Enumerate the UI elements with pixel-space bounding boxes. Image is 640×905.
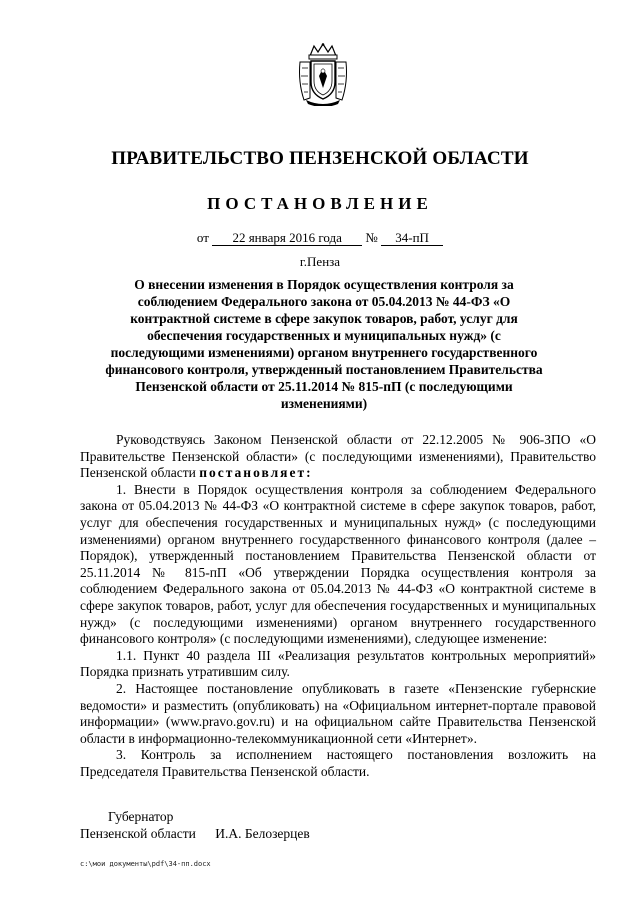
file-path-footer: c:\мои документы\pdf\34-пп.docx [80,860,211,868]
document-body [80,432,596,780]
signature-title-line2: Пензенской области [80,826,196,841]
signature-line2 [80,825,310,842]
preamble-paragraph [80,432,596,482]
paragraph-3: 3. Контроль за исполнением настоящего постановления возложить на Председателя Правительства Пензенской области. [80,747,596,779]
document-heading: О внесении изменения в Порядок осуществления контроля за соблюдением Федерального закона от 05.04.2013 № 44-ФЗ «О контрактной системе в сфере закупок товаров, работ, услуг для обеспечения государственных и муниципальных нужд» (с последующими изменениями) органом внутреннего государственного финансового контроля, утвержденный постановлением Правительства Пензенской области от 25.11.2014 № 815-пП (с последующими изменениями) [105,277,543,411]
coat-of-arms-icon [296,42,350,106]
date-number-line [0,230,640,246]
preamble-text: Руководствуясь Законом Пензенской области от 22.12.2005 № 906-ЗПО «О Правительстве Пензенской области» (с последующими изменениями), Правительство Пензенской области [80,432,596,481]
paragraph-1: 1. Внести в Порядок осуществления контроля за соблюдением Федерального закона от 05.04.2013 № 44-ФЗ «О контрактной системе в сфере закупок товаров, работ, услуг для обеспечения государственных и муниципальных нужд» (с последующими изменениями) органом внутреннего государственного финансового контроля (далее – Порядок), утвержденный постановлением Правительства Пензенской области от 25.11.2014 № 815-пП «Об утверждении Порядка осуществления контроля за соблюдением Федерального закона от 05.04.2013 № 44-ФЗ «О контрактной системе в сфере закупок товаров, работ, услуг для обеспечения государственных и муниципальных нужд» (с последующими изменениями) органом внутреннего государственного финансового контроля» (с последующими изменениями), следующее изменение: [80,481,596,647]
number-sign: № [365,230,378,245]
signature-title-line1: Губернатор [108,809,174,824]
signatory-name: И.А. Белозерцев [215,826,310,841]
document-type: ПОСТАНОВЛЕНИЕ [207,194,433,213]
paragraph-1-1: 1.1. Пункт 40 раздела III «Реализация результатов контрольных мероприятий» Порядка признать утратившим силу. [80,647,596,680]
government-name: ПРАВИТЕЛЬСТВО ПЕНЗЕНСКОЙ ОБЛАСТИ [111,148,529,169]
paragraph-2: 2. Настоящее постановление опубликовать в газете «Пензенские губернские ведомости» и разместить (опубликовать) на «Официальном интернет-портале правовой информации» (www.pravo.gov.ru) и на официальном сайте Правительства Пензенской области в информационно-телекоммуникационной сети «Интернет». [80,680,596,746]
document-date: 22 января 2016 года [212,230,362,246]
signature-block [80,808,310,842]
decree-word: постановляет: [199,465,313,481]
date-prefix: от [196,230,209,245]
city: г.Пенза [299,254,341,269]
document-number: 34-пП [381,230,443,246]
